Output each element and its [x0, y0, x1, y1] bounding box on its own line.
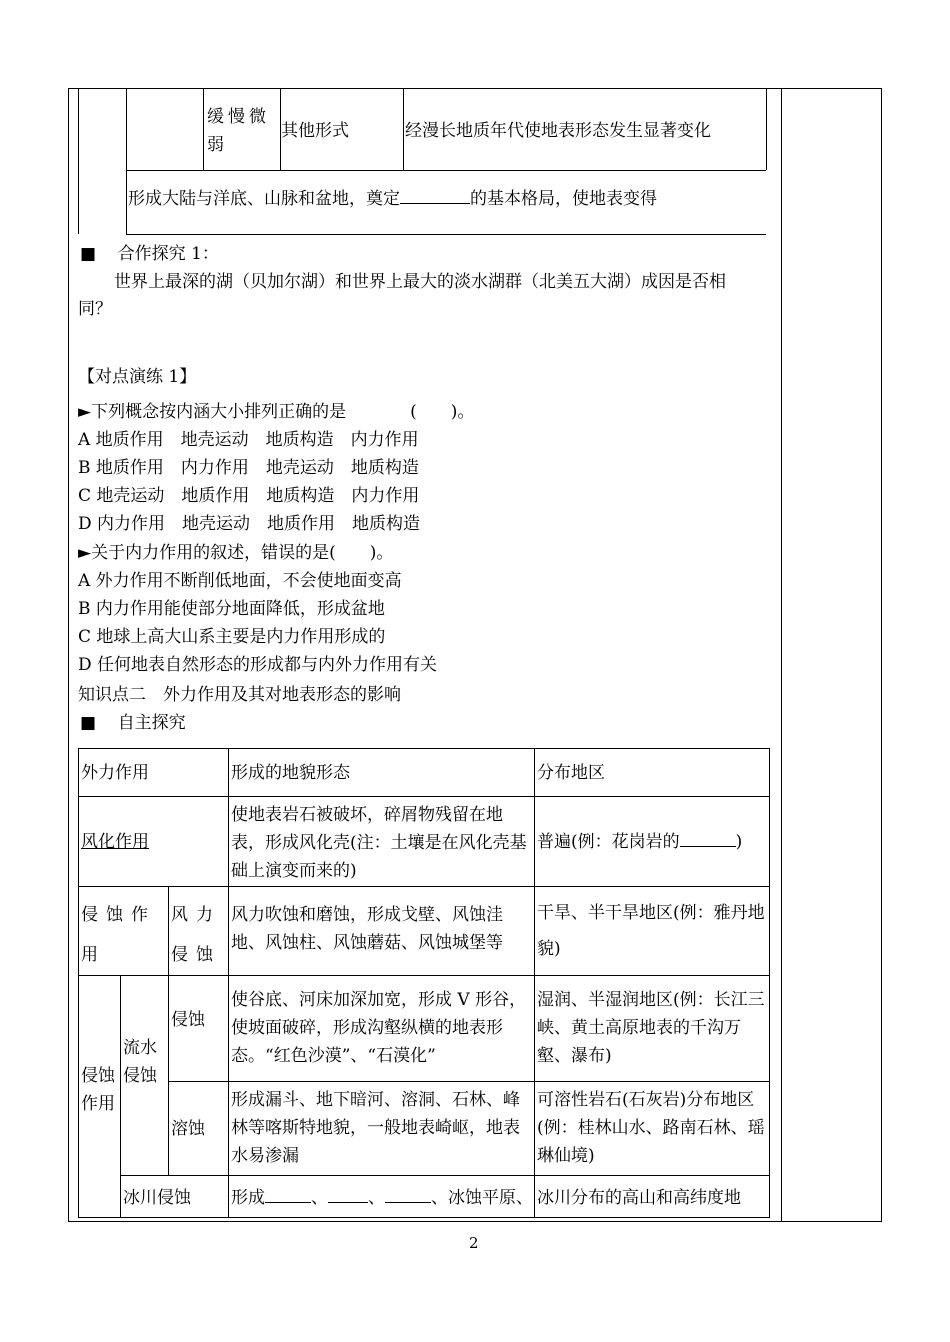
- frame-left-border: [68, 88, 69, 1222]
- blank-basic-pattern[interactable]: [400, 185, 470, 204]
- q1-option-a[interactable]: A 地质作用 地壳运动 地质构造 内力作用: [78, 430, 419, 450]
- top-table-col-2: [203, 88, 204, 170]
- header-force: 外力作用: [79, 749, 229, 797]
- water-name: 流水侵蚀: [121, 976, 169, 1176]
- blank-granite[interactable]: [680, 828, 736, 847]
- water-erosion-landform: 使谷底、河床加深加宽，形成 V 形谷，使坡面破碎，形成沟壑纵横的地表形态。“红色沙漠”、“石漠化”: [229, 976, 535, 1082]
- glacier-region: 冰川分布的高山和高纬度地: [535, 1176, 770, 1218]
- glacier-name: 冰川侵蚀: [121, 1176, 229, 1218]
- table-header-row: [79, 749, 770, 797]
- frame-top-border: [68, 88, 881, 89]
- top-table-bottom: [126, 234, 766, 235]
- blank-glacier-2[interactable]: [328, 1184, 368, 1203]
- blank-glacier-3[interactable]: [385, 1184, 431, 1203]
- top-table-row-divider: [126, 170, 766, 171]
- water-solution-name: 溶蚀: [169, 1082, 229, 1176]
- wind-group: 侵蚀作用: [79, 887, 169, 976]
- q1-prompt: [78, 398, 474, 426]
- q1-option-c[interactable]: C 地壳运动 地质作用 地质构造 内力作用: [78, 486, 420, 506]
- water-solution-region: 可溶性岩石(石灰岩)分布地区(例：桂林山水、路南石林、瑶琳仙境): [535, 1082, 770, 1176]
- square-bullet-icon: ■: [80, 713, 97, 733]
- table-row-wind: [79, 887, 770, 976]
- q1-answer-paren[interactable]: ( )。: [410, 402, 475, 422]
- summary-line: [128, 185, 657, 213]
- q2-option-a[interactable]: A 外力作用不断削低地面，不会使地面变高: [78, 571, 402, 591]
- speed-cell: 缓慢微弱: [207, 107, 270, 155]
- q2-option-c[interactable]: C 地球上高大山系主要是内力作用形成的: [78, 627, 386, 647]
- weathering-name: 风化作用: [79, 797, 229, 887]
- top-table-left-inner: [78, 88, 79, 234]
- frame-right-border: [881, 88, 882, 1222]
- water-solution-landform: 形成漏斗、地下暗河、溶洞、石林、峰林等喀斯特地貌，一般地表崎岖，地表水易渗漏: [229, 1082, 535, 1176]
- wind-region: 干旱、半干旱地区(例：雅丹地貌): [535, 887, 770, 976]
- summary-text-1: 形成大陆与洋底、山脉和盆地，奠定: [128, 189, 400, 209]
- coop-heading: [80, 240, 219, 268]
- effect-cell: 经漫长地质年代使地表形态发生显著变化: [405, 121, 711, 141]
- erosion-group: 侵蚀作用: [79, 976, 121, 1218]
- section2-sub-label: 自主探究: [117, 713, 186, 733]
- top-table-col-4: [403, 88, 404, 170]
- top-table-left-col: [126, 88, 127, 234]
- frame-margin-column-border: [781, 88, 782, 1222]
- section2-title: 知识点二 外力作用及其对地表形态的影响: [78, 685, 401, 705]
- weathering-region: 普遍(例：花岗岩的 ): [535, 797, 770, 887]
- header-region: 分布地区: [535, 749, 770, 797]
- practice-heading: 【对点演练 1】: [78, 367, 197, 387]
- table-row-water-erosion: [79, 976, 770, 1082]
- section2-sub: [80, 709, 186, 737]
- top-table-right-col: [766, 88, 767, 170]
- blank-glacier-1[interactable]: [265, 1184, 311, 1203]
- q2-option-d[interactable]: D 任何地表自然形态的形成都与内外力作用有关: [78, 655, 438, 675]
- q1-prompt-text: ►下列概念按内涵大小排列正确的是: [78, 402, 347, 422]
- table-row-water-solution: [79, 1082, 770, 1176]
- wind-landform: 风力吹蚀和磨蚀，形成戈壁、风蚀洼地、风蚀柱、风蚀蘑菇、风蚀城堡等: [229, 887, 535, 976]
- weathering-landform: 使地表岩石被破坏，碎屑物残留在地表，形成风化壳(注：土壤是在风化壳基础上演变而来的): [229, 797, 535, 887]
- table-row-glacier: [79, 1176, 770, 1218]
- wind-name: 风力侵蚀: [169, 887, 229, 976]
- coop-title: 合作探究 1：: [117, 244, 219, 264]
- form-cell: 其他形式: [281, 121, 349, 141]
- water-erosion-name: 侵蚀: [169, 976, 229, 1082]
- q2-option-b[interactable]: B 内力作用能使部分地面降低，形成盆地: [78, 599, 385, 619]
- frame-bottom-border: [68, 1221, 881, 1222]
- header-landform: 形成的地貌形态: [229, 749, 535, 797]
- q1-option-b[interactable]: B 地质作用 内力作用 地壳运动 地质构造: [78, 458, 419, 478]
- glacier-landform: 形成 、 、 、冰蚀平原、: [229, 1176, 535, 1218]
- coop-question-line-2: 同？: [78, 299, 112, 319]
- page-number: 2: [469, 1234, 479, 1252]
- q1-option-d[interactable]: D 内力作用 地壳运动 地质作用 地质构造: [78, 514, 421, 534]
- summary-text-2: 的基本格局，使地表变得: [470, 189, 657, 209]
- q2-prompt: ►关于内力作用的叙述，错误的是( )。: [78, 543, 394, 563]
- water-erosion-region: 湿润、半湿润地区(例：长江三峡、黄土高原地表的千沟万壑、瀑布): [535, 976, 770, 1082]
- external-force-table: [78, 748, 770, 1218]
- square-bullet-icon: ■: [80, 244, 97, 264]
- coop-question-line-1: 世界上最深的湖（贝加尔湖）和世界上最大的淡水湖群（北美五大湖）成因是否相: [114, 272, 726, 292]
- table-row-weathering: [79, 797, 770, 887]
